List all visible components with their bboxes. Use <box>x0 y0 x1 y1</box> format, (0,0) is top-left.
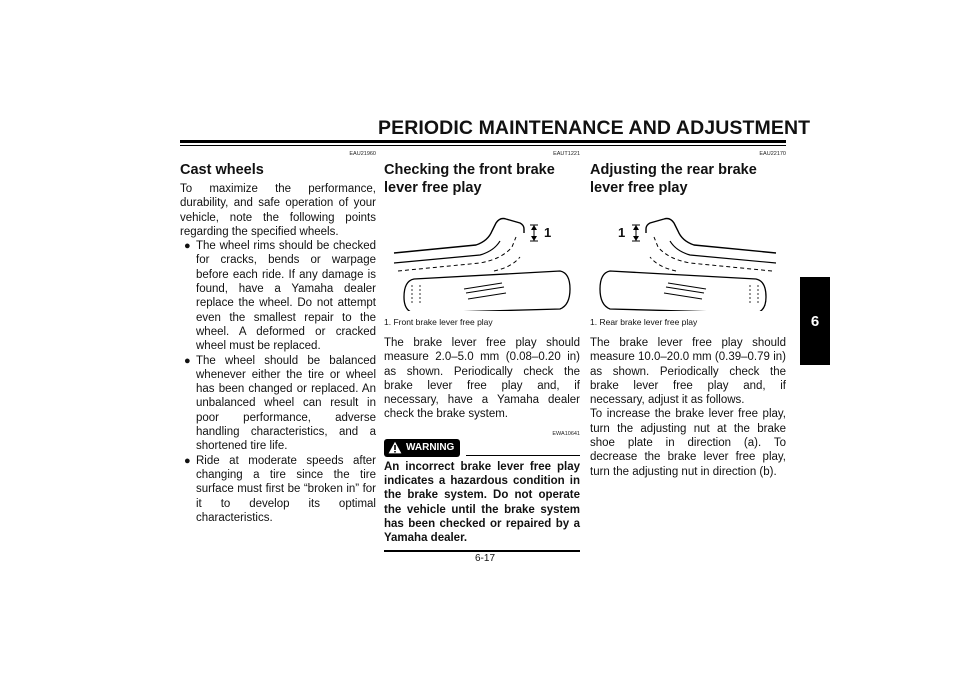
list-item: ● Ride at moderate speeds after changing a tire since the tire surface must first be “broken in” for it to develop its optimal characteristics. <box>184 454 376 524</box>
bullet-icon: ● <box>184 240 191 253</box>
page-number: 6-17 <box>474 553 495 564</box>
warning-divider <box>466 455 580 456</box>
wheels-intro: To maximize the performance, durability, and safe operation of your vehicle, note the following points regarding the specified wheels. <box>180 183 376 238</box>
figure-caption: 1. Rear brake lever free play <box>590 317 698 327</box>
section-code: EAU22170 <box>759 151 786 157</box>
column-rear-brake <box>590 150 786 479</box>
section-title: Checking the front brake lever free play <box>384 162 555 196</box>
header-rule <box>180 140 786 143</box>
list-item: ● The wheel should be balanced whenever either the tire or wheel has been changed or replaced. An unbalanced wheel can result in poor performance, adverse handling characteristics, and a shortened tire life. <box>184 354 376 453</box>
warning-header <box>384 439 580 457</box>
section-title: Cast wheels <box>180 162 264 178</box>
warning-bottom-rule <box>384 550 580 552</box>
section-code: EAUT1221 <box>553 151 580 157</box>
page-header-title: PERIODIC MAINTENANCE AND ADJUSTMENT <box>378 117 811 139</box>
front-body: The brake lever free play should measure 2.0–5.0 mm (0.08–0.20 in) as shown. Periodically check the brake lever free play and, if necessary, have a Yamaha dealer check the brake system. <box>384 337 580 421</box>
front-lever-illustration <box>384 201 580 311</box>
list-item: ● The wheel rims should be checked for cracks, bends or warpage before each ride. If any damage is found, have a Yamaha dealer replace the wheel. Do not attempt even the smallest repair to the wheel. A deformed or cracked wheel must be replaced. <box>184 240 376 353</box>
warning-label: WARNING <box>406 442 455 454</box>
column-front-brake <box>384 150 580 552</box>
warning-triangle-icon <box>388 441 402 454</box>
section-title: Adjusting the rear brake lever free play <box>590 162 757 196</box>
wheels-bullet-list <box>180 239 376 525</box>
chapter-tab: 6 <box>800 277 830 365</box>
bullet-icon: ● <box>184 454 191 467</box>
rear-body-1: The brake lever free play should measure 10.0–20.0 mm (0.39–0.79 in) as shown. Periodically check the brake lever free play and, if necessary, adjust it as follows. <box>590 337 786 407</box>
section-code: EAU21960 <box>349 151 376 157</box>
bullet-icon: ● <box>184 354 191 367</box>
warning-text: An incorrect brake lever free play indicates a hazardous condition in the brake system. Do not operate the vehicle until the brake system has been checked or repaired by a Yamaha dealer. <box>384 460 580 545</box>
warning-block <box>384 430 580 552</box>
rear-body-2: To increase the brake lever free play, turn the adjusting nut at the brake shoe plate in direction (a). To decrease the brake lever free play, turn the adjusting nut in direction (b). <box>590 408 786 478</box>
figure-caption: 1. Front brake lever free play <box>384 317 493 327</box>
rear-lever-figure <box>590 201 786 311</box>
figure-label: 1 <box>544 225 552 240</box>
warning-code: EWA10641 <box>552 430 580 437</box>
warning-badge <box>384 439 460 457</box>
front-lever-figure <box>384 201 580 311</box>
column-wheels <box>180 150 376 525</box>
rear-lever-illustration <box>590 201 786 311</box>
header-rule-thin <box>180 145 786 146</box>
figure-label: 1 <box>618 225 626 240</box>
